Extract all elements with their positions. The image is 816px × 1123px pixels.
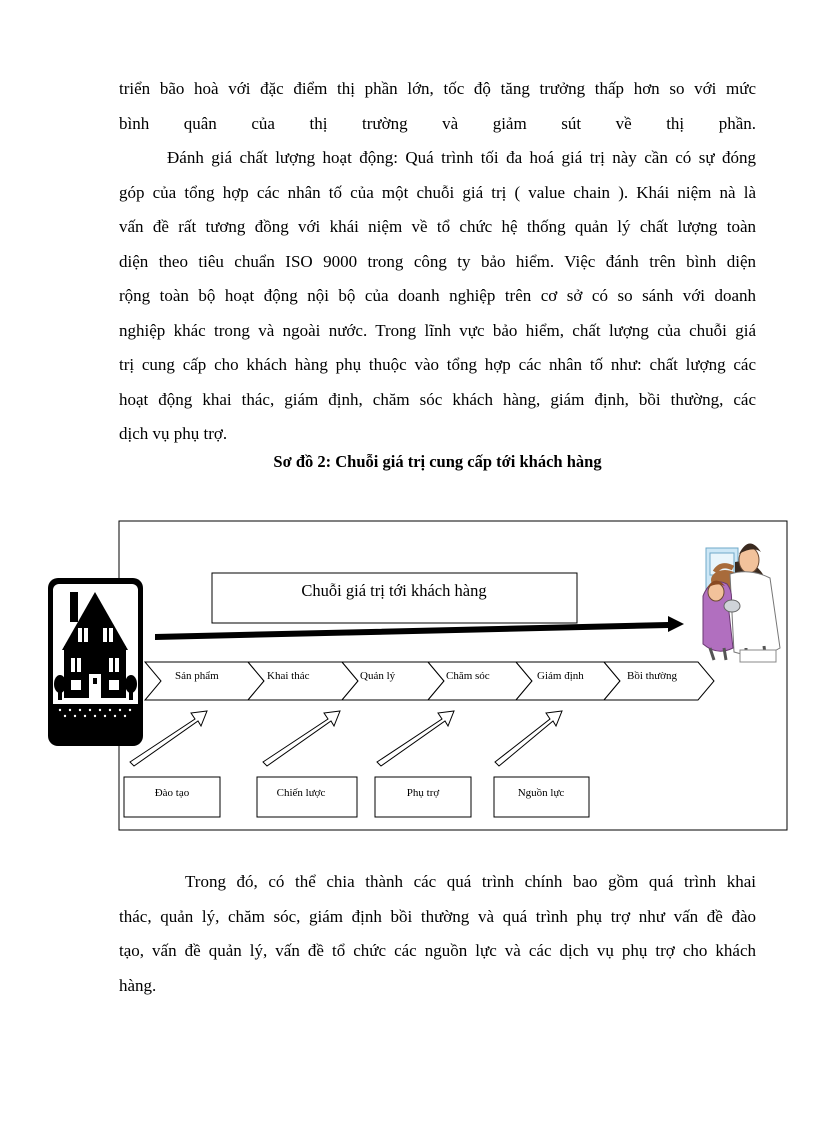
text-line: hàng. xyxy=(119,975,157,995)
diagram-caption: Sơ đồ 2: Chuỗi giá trị cung cấp tới khách hàng xyxy=(273,452,602,471)
text-line: trị cung cấp cho khách hàng phụ thuộc vào tổng hợp các nhân tố như: chất lượng các xyxy=(119,355,756,374)
chain-steps xyxy=(145,662,714,700)
chain-step-label: Chăm sóc xyxy=(446,670,490,682)
text-line: thác, quản lý, chăm sóc, giám định bồi thường và quá trình phụ trợ như vấn đề đào xyxy=(119,906,756,926)
chain-step-label: Giám định xyxy=(537,670,584,682)
chain-step-label: Bồi thường xyxy=(627,670,677,682)
text-line: hoạt động khai thác, giám định, chăm sóc khách hàng, giám định, bồi thường, các xyxy=(119,389,756,409)
support-boxes xyxy=(124,777,589,817)
value-chain-diagram xyxy=(0,500,816,840)
support-box-label: Phụ trợ xyxy=(406,787,440,799)
text-line: triển bão hoà với đặc điểm thị phần lớn, tốc độ tăng trưởng thấp hơn so với mức xyxy=(119,79,756,98)
chain-step-label: Quản lý xyxy=(360,670,396,682)
text-line: diện theo tiêu chuẩn ISO 9000 trong công ty bảo hiểm. Việc đánh trên bình diện xyxy=(119,251,756,271)
text-line: tạo, vấn đề quản lý, vấn đề tổ chức các nguồn lực và các dịch vụ phụ trợ cho khách xyxy=(119,941,756,960)
support-box-label: Chiến lược xyxy=(276,787,326,799)
text-line: vấn đề rất tương đồng với khái niệm về tổ chức hệ thống quản lý chất lượng toàn xyxy=(119,217,756,236)
diagram-title: Chuỗi giá trị tới khách hàng xyxy=(301,581,487,600)
paragraph-quality-assessment xyxy=(119,72,756,452)
diagram-svg xyxy=(0,500,816,840)
chain-step-label: Sản phẩm xyxy=(175,670,219,682)
house-icon xyxy=(48,578,143,746)
text-line: rộng toàn bộ hoạt động nội bộ của doanh nghiệp trên cơ sở có so sánh với doanh xyxy=(119,286,756,305)
text-line: Trong đó, có thể chia thành các quá trình chính bao gồm quá trình khai xyxy=(185,872,756,891)
support-box-label: Nguồn lực xyxy=(517,787,565,799)
paragraph-process-division xyxy=(119,865,756,1003)
text-line: nghiệp khác trong và ngoài nước. Trong lĩnh vực bảo hiểm, chất lượng của chuỗi giá xyxy=(119,320,756,340)
text-line: bình quân của thị trường và giảm sút về thị phần. xyxy=(119,113,756,133)
text-line: dịch vụ phụ trợ. xyxy=(119,424,228,443)
text-line: góp của tổng hợp các nhân tố của một chuỗi giá trị ( value chain ). Khái niệm nà là xyxy=(119,182,756,202)
support-box-label: Đào tạo xyxy=(154,787,190,799)
chain-step-label: Khai thác xyxy=(267,670,310,682)
text-line: Đánh giá chất lượng hoạt động: Quá trình tối đa hoá giá trị này cần có sự đóng xyxy=(167,148,756,167)
